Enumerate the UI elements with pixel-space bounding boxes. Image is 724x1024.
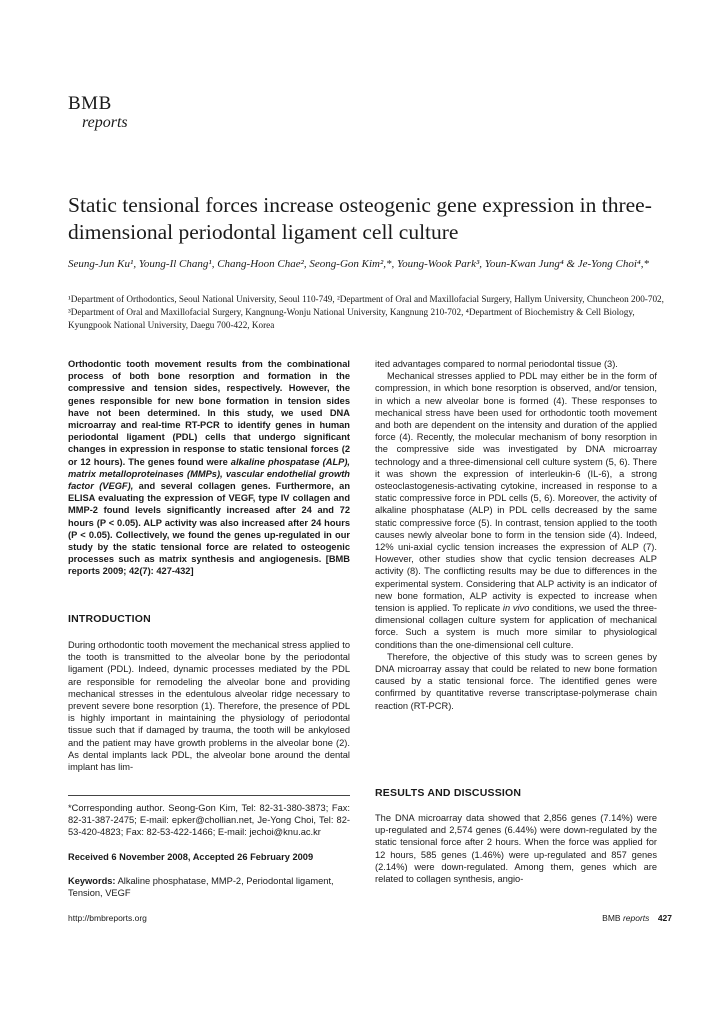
- abstract-text-1: Orthodontic tooth movement results from the combinational process of both bone resorption and formation in the compressive and tension sides, respectively. However, the genes responsible for new bone formation in tension sides have not been determined. In this study, we used DNA microarray and real-time RT-PCR to identify genes in human periodontal ligament (PDL) cells that undergo significant changes in expression in response to static tensional forces (2 or 12 hours). The genes found were: [68, 359, 350, 467]
- intro-paragraph-2: Therefore, the objective of this study was to screen genes by DNA microarray assay that could be related to new bone formation caused by a static tensional force. The identified genes were confirmed by quantitative reverse transcriptase-polymerase chain reaction (RT-PCR).: [375, 651, 657, 711]
- journal-subname: reports: [82, 114, 128, 131]
- intro-paragraph-0: ited advantages compared to normal periodontal tissue (3).: [375, 359, 618, 369]
- keywords: [68, 875, 350, 899]
- article-title: Static tensional forces increase osteogenic gene expression in three-dimensional periodontal ligament cell culture: [68, 193, 652, 244]
- intro-paragraph-1-text: Mechanical stresses applied to PDL may either be in the form of compression, in which bone resorption is observed, and/or tension, in which a new alveolar bone is formed (4). These responses to mechanical stress have been used for orthodontic tooth movement and both are dependent on the intensity and duration of the applied force (4). Recently, the molecular mechanism of bony resorption in the compressive side was investigated by DNA microarray technology and a three-dimensional cell culture system (5, 6). There it was shown the expression of interleukin-6 (IL-6), a strong osteoclastogenesis-activating cytokine, increased in response to a static compressive force in PDL cells (5, 6). Moreover, the activity of alkaline phosphatase (ALP) in PDL cells decreased by the same static compressive force (5). In contrast, tension applied to the tooth causes newly alveolar bone to form in the tension side (4). Indeed, 12% uni-axial cyclic tension increases the expression of ALP (7). However, other studies show that cyclic tension decreases ALP activity (8). The conflicting results may be due to differences in the experimental system. Considering that ALP activity is an indicator of new bone formation, ALP activity is expected to increase when tension is applied. To replicate: [375, 371, 657, 614]
- introduction-continued: [375, 358, 657, 712]
- intro-paragraph-1-italic: in vivo: [502, 603, 530, 614]
- affiliations: ¹Department of Orthodontics, Seoul National University, Seoul 110-749, ²Department of Oral and Maxillofacial Surgery, Hallym University, Chuncheon 200-702, ³Department of Oral and Maxillofacial Surgery, Kangnung-Wonju National University, Kangnung 210-702, ⁴Department of Biochemistry & Cell Biology, Kyungpook National University, Daegu 700-422, Korea: [68, 294, 664, 330]
- intro-paragraph-1: [375, 370, 657, 651]
- keywords-label: Keywords:: [68, 876, 116, 886]
- page-number: 427: [657, 913, 672, 923]
- intro-paragraph-1-end: conditions, we used the three-dimensional collagen culture system for application of mechanical force. Such a system is much more similar to physiological conditions than the one-dimensional cell culture.: [375, 603, 657, 650]
- results-text: The DNA microarray data showed that 2,856 genes (7.14%) were up-regulated and 2,574 genes (6.44%) were down-regulated by the static tensional force after 2 hours. When the force was applied for 12 hours, 585 genes (1.46%) were up-regulated and 857 genes (2.14%) were down-regulated. Among them, genes which are related to collagen synthesis, angio-: [375, 813, 657, 885]
- keywords-text: Alkaline phosphatase, MMP-2, Periodontal ligament, Tension, VEGF: [68, 876, 334, 899]
- footer-journal-name: BMB: [602, 913, 621, 923]
- abstract-text-2: and several collagen genes. Furthermore, an ELISA evaluating the expression of VEGF, type IV collagen and MMP-2 found levels significantly increased after 24 and 72 hours (P < 0.05). ALP activity was also increased after 24 hours (P < 0.05). Collectively, we found the genes up-regulated in our study by the static tensional force are related to osteogenic processes such as matrix synthesis and angiogenesis. [BMB reports 2009; 42(7): 427-432]: [68, 481, 351, 577]
- introduction-text: During orthodontic tooth movement the mechanical stress applied to the tooth is transmitted to the alveolar bone by the periodontal ligament (PDL). Indeed, dynamic processes mediated by the PDL are responsible for remodeling the alveolar bone and providing mechanical stresses in the edentulous alveolar ridge necessary to prevent severe bone resorption (1). Therefore, the presence of PDL is highly important in maintaining the physiology of periodontal tissue such that if damaged by trauma, the tooth will be ankylosed and the patient may have growth problems in the alveolar bone (2). As dental implants lack PDL, the alveolar bone around the dental implant has lim-: [68, 640, 350, 773]
- section-heading-results: RESULTS AND DISCUSSION: [375, 787, 522, 799]
- author-list: Seung-Jun Ku¹, Young-Il Chang¹, Chang-Hoon Chae², Seong-Gon Kim²,*, Young-Wook Park³, Youn-Kwan Jung⁴ & Je-Yong Choi⁴,*: [68, 258, 649, 270]
- received-dates: Received 6 November 2008, Accepted 26 February 2009: [68, 852, 314, 862]
- journal-name: BMB: [68, 93, 112, 114]
- journal-logo: [68, 94, 128, 131]
- footer-url[interactable]: http://bmbreports.org: [68, 913, 147, 923]
- abstract: [68, 358, 350, 578]
- footer-journal-page: [602, 913, 672, 923]
- section-heading-introduction: INTRODUCTION: [68, 613, 151, 625]
- abstract-gene-list: alkaline phospatase (ALP), matrix metalloproteinases (MMPs), vascular endothelial growth factor (VEGF),: [68, 456, 351, 492]
- footnote-divider: [68, 795, 350, 796]
- footer-journal-subname: reports: [622, 913, 650, 923]
- corresponding-author-note: *Corresponding author. Seong-Gon Kim, Tel: 82-31-380-3873; Fax: 82-31-387-2475; E-mail: epker@chollian.net, Je-Yong Choi, Tel: 82-53-420-4823; Fax: 82-53-422-1466; E-mail: jechoi@knu.ac.kr: [68, 803, 350, 838]
